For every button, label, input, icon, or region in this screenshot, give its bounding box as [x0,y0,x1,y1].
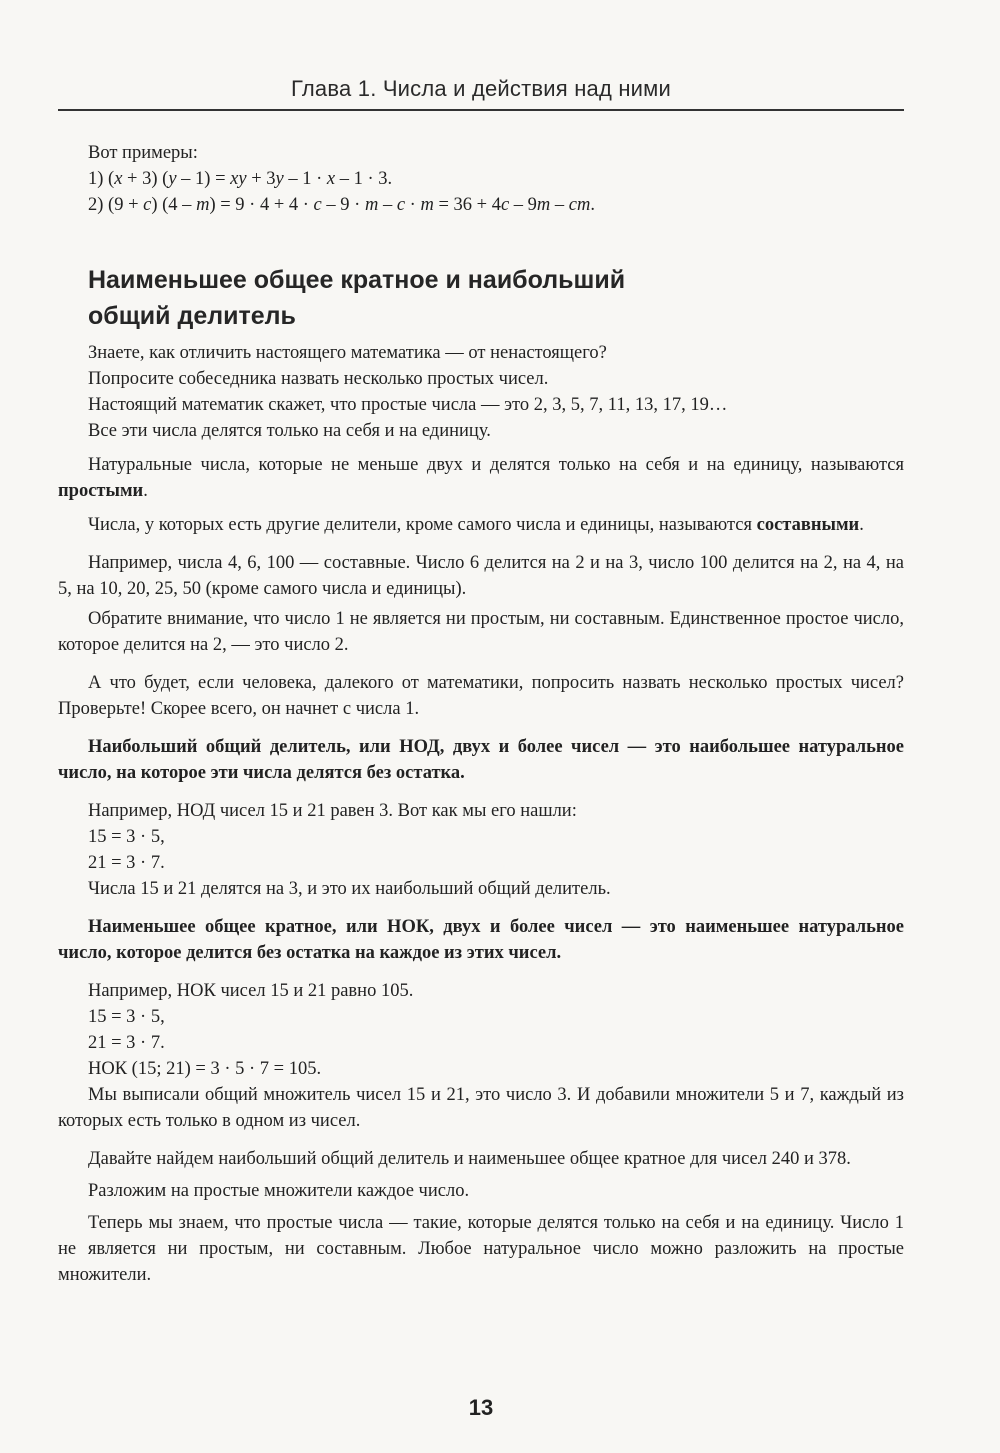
section-heading-line-2: общий делитель [88,302,296,330]
task-paragraph: Давайте найдем наибольший общий делитель и наименьшее общее кратное для чисел 240 и 378. [88,1149,851,1169]
paragraph-composite-definition: Числа, у которых есть другие делители, кроме самого числа и единицы, называются составными. [88,515,864,535]
paragraph-prime-definition: Натуральные числа, которые не меньше двух и делятся только на себя и на единицу, называются простыми. [58,455,904,501]
paragraph-question: А что будет, если человека, далекого от математики, попросить назвать несколько простых чисел? Проверьте! Скорее всего, он начнет с числа 1. [58,673,904,719]
lcm-example-line-3: НОК (15; 21) = 3 · 5 · 7 = 105. [88,1059,322,1079]
examples-intro: Вот примеры: [88,143,198,163]
lcm-example-intro: Например, НОК чисел 15 и 21 равно 105. [88,981,414,1001]
gcd-example-line-2: 21 = 3 · 7. [88,853,165,873]
lcm-explanation: Мы выписали общий множитель чисел 15 и 21, это число 3. И добавили множители 5 и 7, каждый из которых есть только в одном из чисел. [58,1085,904,1131]
gcd-example-intro: Например, НОД чисел 15 и 21 равен 3. Вот как мы его нашли: [88,801,577,821]
lcm-example-line-2: 21 = 3 · 7. [88,1033,165,1053]
paragraph-4: Все эти числа делятся только на себя и на единицу. [88,421,491,441]
definition-lcm: Наименьшее общее кратное, или НОК, двух и более чисел — это наименьшее натуральное число, которое делится без остатка на каждое из этих чисел. [58,917,904,963]
example-1: 1) (x + 3) (y – 1) = xy + 3y – 1 · x – 1 · 3. [88,169,393,189]
chapter-header: Глава 1. Числа и действия над ними [291,76,671,101]
page-number: 13 [468,1395,494,1420]
section-heading-line-1: Наименьшее общее кратное и наибольший [88,266,626,294]
gcd-example-conclusion: Числа 15 и 21 делятся на 3, и это их наибольший общий делитель. [88,879,611,899]
header-divider [58,109,904,111]
paragraph-1: Знаете, как отличить настоящего математика — от ненастоящего? [88,343,607,363]
page-content [58,140,904,1288]
paragraph-note-one: Обратите внимание, что число 1 не является ни простым, ни составным. Единственное простое число, которое делится на 2, — это число 2. [58,609,904,655]
term-composite: составными [756,515,860,535]
term-prime: простыми [58,481,144,501]
lcm-example-line-1: 15 = 3 · 5, [88,1007,165,1027]
paragraph-3: Настоящий математик скажет, что простые числа — это 2, 3, 5, 7, 11, 13, 17, 19… [88,395,728,415]
section-heading [58,262,904,334]
example-2: 2) (9 + c) (4 – m) = 9 · 4 + 4 · c – 9 · m – c · m = 36 + 4c – 9m – cm. [88,195,595,215]
gcd-example-line-1: 15 = 3 · 5, [88,827,165,847]
task-step: Разложим на простые множители каждое число. [88,1181,470,1201]
definition-gcd: Наибольший общий делитель, или НОД, двух и более чисел — это наибольшее натуральное число, на которое эти числа делятся без остатка. [58,737,904,783]
final-paragraph: Теперь мы знаем, что простые числа — такие, которые делятся только на себя и на единицу. Число 1 не является ни простым, ни составным. Любое натуральное число можно разложить на простые множители. [58,1213,904,1285]
paragraph-composite-examples: Например, числа 4, 6, 100 — составные. Число 6 делится на 2 и на 3, число 100 делится на 2, на 4, на 5, на 10, 20, 25, 50 (кроме самого числа и единицы). [58,553,904,599]
paragraph-2: Попросите собеседника назвать несколько простых чисел. [88,369,549,389]
